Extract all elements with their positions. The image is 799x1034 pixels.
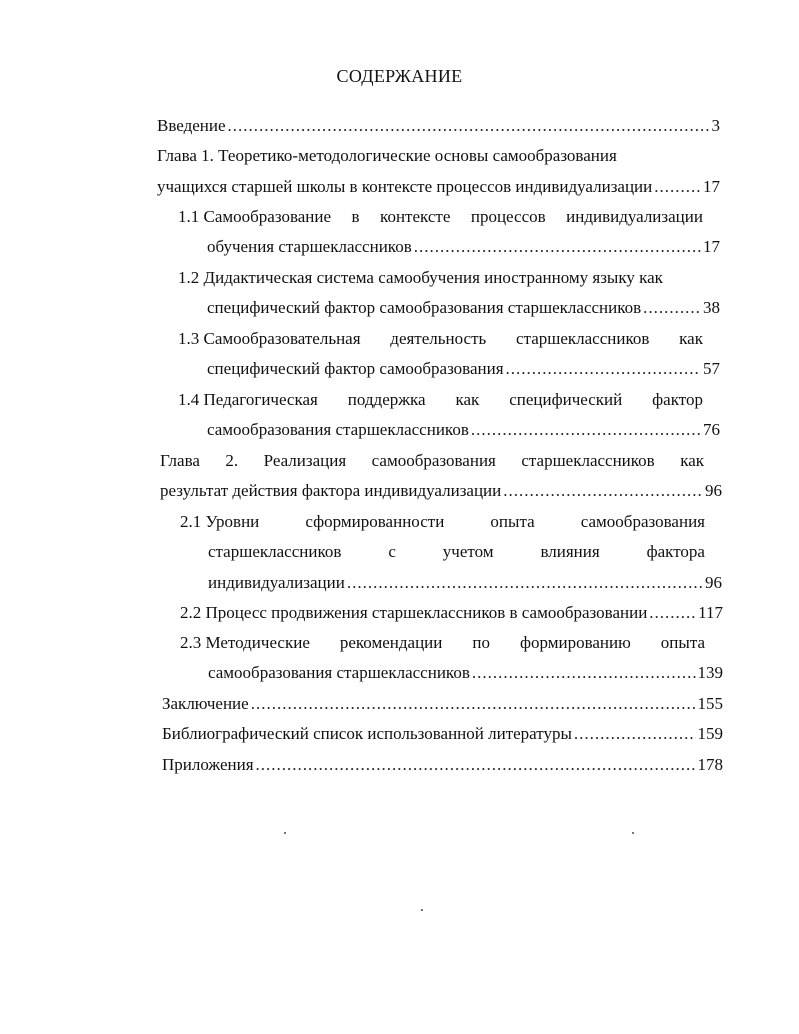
toc-word: 2.3 Методические [180,633,310,652]
toc-section-2-1-line2 [208,541,705,563]
toc-section-2-1-line1 [180,511,705,533]
toc-word: с [388,542,396,561]
toc-entry-section-1-2 [207,297,720,319]
toc-word: фактора [646,542,705,561]
toc-page-number: 17 [703,177,720,196]
toc-word: специфический [509,390,623,409]
page-title: СОДЕРЖАНИЕ [336,66,463,86]
toc-word: опыта [490,512,535,531]
toc-word: 1.3 Самообразовательная [178,329,361,348]
toc-page-number: 96 [705,481,722,500]
toc-entry-section-1-3 [207,358,720,380]
toc-leader [251,693,696,715]
toc-leader [472,662,696,684]
toc-page-number: 38 [703,298,720,317]
toc-word: деятельность [390,329,487,348]
toc-label: самообразования старшеклассников [207,420,469,439]
toc-label: Заключение [162,694,249,713]
toc-entry-section-2-2 [180,602,723,624]
toc-word: как [455,390,480,409]
toc-label: специфический фактор самообразования старшеклассников [207,298,642,317]
toc-page-number: 139 [697,663,723,682]
toc-section-1-1-line1 [178,206,703,228]
toc-page-number: 155 [697,694,723,713]
toc-page-number: 3 [711,116,720,135]
toc-leader [471,419,701,441]
toc-chapter1-line1: Глава 1. Теоретико-методологические основы самообразования [157,146,617,165]
toc-label: Введение [157,116,226,135]
toc-word: 2. [225,451,239,470]
toc-entry-bibliography [162,723,723,745]
toc-label: индивидуализации [208,573,345,592]
toc-word: самообразования [371,451,496,470]
toc-word: Глава [160,451,200,470]
toc-word: как [680,451,704,470]
toc-page-number: 76 [703,420,720,439]
toc-page-number: 117 [698,603,723,622]
toc-entry-chapter2 [160,480,722,502]
toc-leader [506,358,701,380]
toc-section-1-3-line1 [178,328,703,350]
toc-label: Библиографический список использованной литературы [162,724,572,743]
toc-label: результат действия фактора индивидуализации [160,481,502,500]
toc-word: формированию [519,633,631,652]
scan-speck [632,832,634,834]
toc-leader [414,236,701,258]
toc-leader [228,115,710,137]
toc-leader [643,297,701,319]
toc-leader [654,176,701,198]
toc-entry-conclusion [162,693,723,715]
toc-page-number: 57 [703,359,720,378]
toc-label: обучения старшеклассников [207,237,412,256]
toc-leader [347,572,703,594]
toc-leader [649,602,696,624]
toc-section-1-4-line1 [178,389,703,411]
toc-entry-section-2-1 [208,572,722,594]
toc-leader [503,480,703,502]
toc-label: специфический фактор самообразования [207,359,504,378]
toc-word: учетом [442,542,494,561]
toc-page-number: 96 [705,573,722,592]
toc-word: опыта [660,633,705,652]
toc-word: как [679,329,703,348]
toc-word: старшеклассников [521,451,655,470]
toc-section-2-3-line1 [180,632,705,654]
toc-word: самообразования [580,512,705,531]
toc-word: по [472,633,490,652]
toc-word: в [351,207,360,226]
toc-label: учащихся старшей школы в контексте процессов индивидуализации [157,177,653,196]
toc-entry-section-1-1 [207,236,720,258]
toc-word: старшеклассников [516,329,650,348]
toc-word: старшеклассников [208,542,342,561]
toc-word: сформированности [305,512,445,531]
toc-word: Реализация [263,451,347,470]
scan-speck [421,909,423,911]
toc-leader [256,754,696,776]
toc-entry-section-1-4 [207,419,720,441]
scan-speck [284,832,286,834]
toc-page-number: 159 [697,724,723,743]
toc-word: индивидуализации [566,207,703,226]
toc-word: процессов [470,207,546,226]
toc-page-number: 17 [703,237,720,256]
toc-word: рекомендации [339,633,443,652]
toc-word: влияния [540,542,600,561]
toc-word: 1.1 Самообразование [178,207,332,226]
toc-word: контексте [380,207,451,226]
toc-label: самообразования старшеклассников [208,663,470,682]
toc-word: фактор [652,390,703,409]
toc-word: поддержка [347,390,426,409]
toc-word: 1.4 Педагогическая [178,390,318,409]
toc-word: 2.1 Уровни [180,512,260,531]
toc-leader [574,723,696,745]
toc-entry-appendices [162,754,723,776]
toc-entry-intro [157,115,720,137]
toc-section-1-2-line1: 1.2 Дидактическая система самообучения иностранному языку как [178,268,663,287]
toc-page-number: 178 [697,755,723,774]
toc-chapter2-line1 [160,450,704,472]
toc-label: Приложения [162,755,254,774]
toc-label: 2.2 Процесс продвижения старшеклассников в самообразовании [180,603,648,622]
toc-entry-chapter1 [157,176,720,198]
toc-entry-section-2-3 [208,662,723,684]
